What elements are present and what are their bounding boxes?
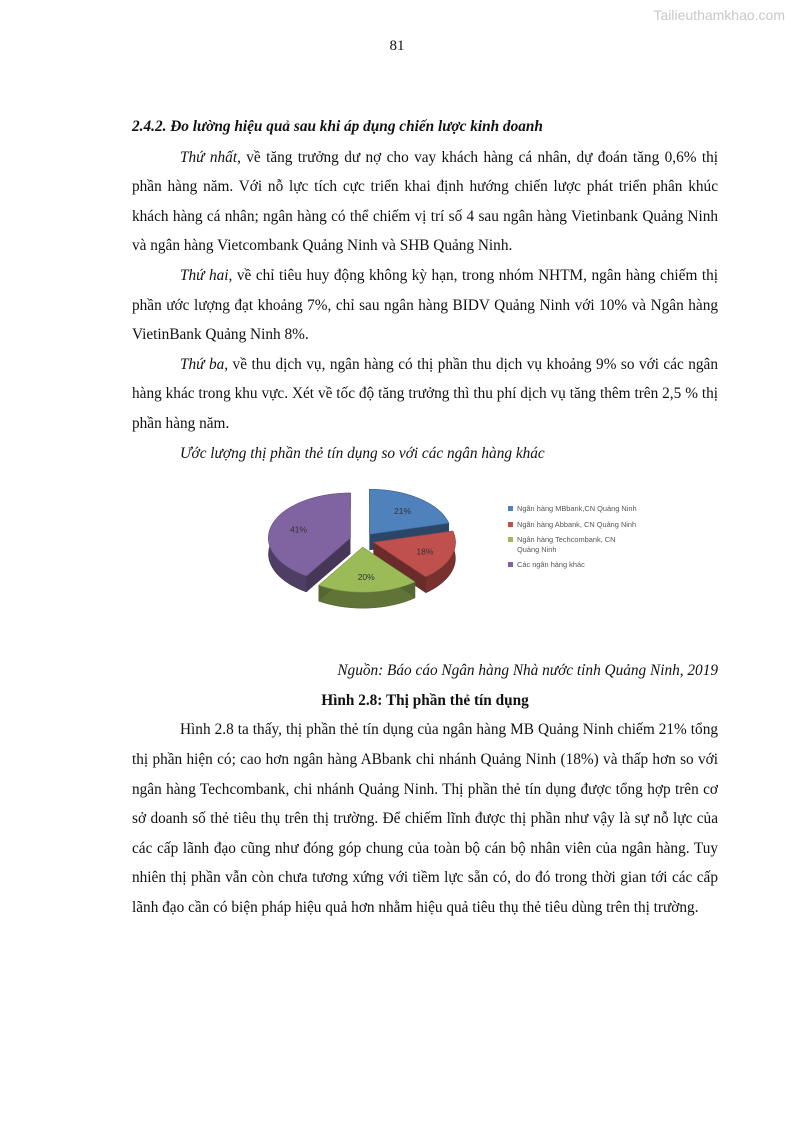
paragraph-2-lead: Thứ hai,	[180, 266, 233, 284]
watermark: Tailieuthamkhao.com	[653, 7, 785, 23]
pie-chart	[132, 478, 718, 650]
pie-chart-plot	[252, 478, 492, 648]
legend-swatch	[508, 506, 513, 511]
chart-legend	[508, 504, 638, 576]
paragraph-2	[132, 261, 718, 350]
paragraph-2-text: về chỉ tiêu huy động không kỳ hạn, trong nhóm NHTM, ngân hàng chiếm thị phần ước lượng đạt khoảng 7%, chỉ sau ngân hàng BIDV Quảng Ninh với 10% và Ngân hàng VietinBank Quảng Ninh 8%.	[132, 266, 718, 344]
legend-item	[508, 520, 638, 530]
legend-swatch	[508, 537, 513, 542]
paragraph-1	[132, 143, 718, 261]
figure-title: Hình 2.8: Thị phần thẻ tín dụng	[321, 691, 529, 709]
paragraph-4: Hình 2.8 ta thấy, thị phần thẻ tín dụng của ngân hàng MB Quảng Ninh chiếm 21% tổng thị phần hiện có; cao hơn ngân hàng ABbank chi nhánh Quảng Ninh (18%) và thấp hơn so với ngân hàng Techcombank, chi nhánh Quảng Ninh. Thị phần thẻ tín dụng được tổng hợp trên cơ sở doanh số thẻ tiêu thụ trên thị trường. Để chiếm lĩnh được thị phần như vậy là sự nỗ lực của các cấp lãnh đạo cũng như đóng góp chung của toàn bộ cán bộ nhân viên của ngân hàng. Tuy nhiên thị phần vẫn còn chưa tương xứng với tiềm lực sẵn có, do đó trong thời gian tới các cấp lãnh đạo cần có biện pháp hiệu quả hơn nhằm hiệu quả tiêu thụ thẻ tiêu dùng trên thị trường.	[132, 721, 718, 916]
pie-value-label: 18%	[416, 546, 434, 557]
pie-value-label: 21%	[393, 505, 412, 516]
source-note: Nguồn: Báo cáo Ngân hàng Nhà nước tỉnh Quảng Ninh, 2019	[337, 662, 718, 680]
legend-item	[508, 535, 638, 554]
legend-label: Ngân hàng MBbank,CN Quảng Ninh	[517, 504, 637, 514]
pie-value-label: 41%	[289, 524, 308, 535]
paragraph-1-lead: Thứ nhất	[180, 148, 238, 166]
legend-item	[508, 560, 638, 570]
chart-caption: Ước lượng thị phần thẻ tín dụng so với các ngân hàng khác	[180, 444, 545, 462]
pie-value-label: 20%	[357, 571, 375, 582]
legend-label: Các ngân hàng khác	[517, 560, 585, 570]
legend-label: Ngân hàng Techcombank, CN Quảng Ninh	[517, 535, 616, 554]
document-body	[132, 112, 718, 922]
legend-item	[508, 504, 638, 514]
section-heading: 2.4.2. Đo lường hiệu quả sau khi áp dụng chiến lược kinh doanh	[132, 118, 543, 135]
paragraph-1-text: , về tăng trưởng dư nợ cho vay khách hàng cá nhân, dự đoán tăng 0,6% thị phần hàng năm. Với nỗ lực tích cực triển khai định hướng chiến lược phát triển phân khúc khách hàng cá nhân; ngân hàng có thể chiếm vị trí số 4 sau ngân hàng Vietinbank Quảng Ninh và ngân hàng Vietcombank Quảng Ninh và SHB Quảng Ninh.	[132, 148, 718, 255]
paragraph-3	[132, 350, 718, 439]
legend-label: Ngân hàng Abbank, CN Quảng Ninh	[517, 519, 637, 529]
legend-swatch	[508, 522, 513, 527]
paragraph-3-lead: Thứ ba,	[180, 355, 229, 373]
paragraph-3-text: về thu dịch vụ, ngân hàng có thị phần thu dịch vụ khoảng 9% so với các ngân hàng khác trong khu vực. Xét về tốc độ tăng trưởng thì thu phí dịch vụ tăng thêm trên 2,5 % thị phần hàng năm.	[132, 355, 718, 432]
page-number: 81	[389, 38, 405, 54]
legend-swatch	[508, 562, 513, 567]
